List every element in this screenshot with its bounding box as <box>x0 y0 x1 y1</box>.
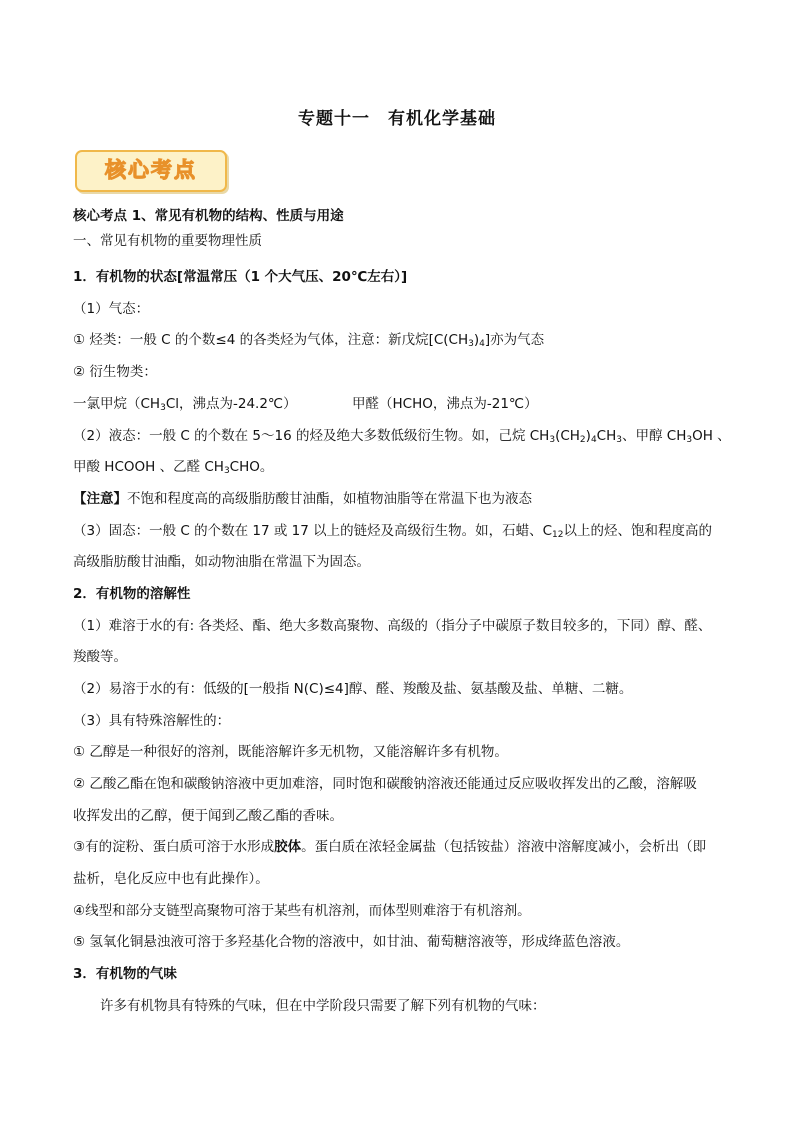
paragraph: （2）易溶于水的有：低级的[一般指 N(C)≤4]醇、醛、羧酸及盐、氨基酸及盐、单糖、二糖。 <box>73 681 633 697</box>
topic-heading-solubility: 2．有机物的溶解性 <box>73 586 191 602</box>
paragraph: ③有的淀粉、蛋白质可溶于水形成胶体。蛋白质在浓轻金属盐（包括铵盐）溶液中溶解度减小，会析出（即 <box>73 839 707 855</box>
paragraph: （2）液态：一般 C 的个数在 5～16 的烃及绝大多数低级衍生物。如，己烷 $CH_3(CH_2)_4CH_3$、甲醇 $CH_3OH$ 、 <box>73 428 731 445</box>
paragraph: 甲酸 HCOOH 、乙醛 $CH_3CHO$。 <box>73 459 274 476</box>
paragraph: 甲醛（HCHO，沸点为-21℃） <box>352 396 538 412</box>
paragraph: ④线型和部分支链型高聚物可溶于某些有机溶剂，而体型则难溶于有机溶剂。 <box>73 903 531 919</box>
core-points-badge <box>75 150 227 192</box>
paragraph: （3）固态：一般 C 的个数在 17 或 17 以上的链烃及高级衍生物。如，石蜡、$C_{12}$以上的烃、饱和程度高的 <box>73 523 712 540</box>
topic-heading-state: 1．有机物的状态[常温常压（1 个大气压、20℃左右）] <box>73 269 408 285</box>
badge-label: 核心考点 <box>105 158 197 182</box>
paragraph: 羧酸等。 <box>73 649 127 665</box>
paragraph: ② 衍生物类： <box>73 364 157 380</box>
paragraph: （3）具有特殊溶解性的： <box>73 713 231 729</box>
paragraph: ② 乙酸乙酯在饱和碳酸钠溶液中更加难溶，同时饱和碳酸钠溶液还能通过反应吸收挥发出的乙酸，溶解吸 <box>73 776 697 792</box>
paragraph: 一氯甲烷（$CH_3Cl$，沸点为-24.2℃） <box>73 396 297 413</box>
colloid-term: 胶体 <box>274 839 302 855</box>
paragraph: （1）气态： <box>73 301 150 317</box>
paragraph: ① 乙醇是一种很好的溶剂，既能溶解许多无机物，又能溶解许多有机物。 <box>73 744 508 760</box>
page-title: 专题十一 有机化学基础 <box>298 109 496 129</box>
subsection-heading: 一、常见有机物的重要物理性质 <box>73 233 262 249</box>
paragraph: 收挥发出的乙醇，便于闻到乙酸乙酯的香味。 <box>73 808 343 824</box>
paragraph: 盐析，皂化反应中也有此操作）。 <box>73 871 269 887</box>
section-heading: 核心考点 1、常见有机物的结构、性质与用途 <box>73 208 344 224</box>
paragraph: 许多有机物具有特殊的气味，但在中学阶段只需要了解下列有机物的气味： <box>100 998 546 1014</box>
paragraph: （1）难溶于水的有: 各类烃、酯、绝大多数高聚物、高级的（指分子中碳原子数目较多的，下同）醇、醛、 <box>73 618 712 634</box>
paragraph: ⑤ 氢氧化铜悬浊液可溶于多羟基化合物的溶液中，如甘油、葡萄糖溶液等，形成绛蓝色溶液。 <box>73 934 630 950</box>
topic-heading-odor: 3．有机物的气味 <box>73 966 177 982</box>
paragraph: ① 烃类：一般 C 的个数≤4 的各类烃为气体，注意：新戊烷$[C(CH_3)_4]$亦为气态 <box>73 332 545 349</box>
paragraph: 高级脂肪酸甘油酯，如动物油脂在常温下为固态。 <box>73 554 370 570</box>
note-paragraph: 【注意】不饱和程度高的高级脂肪酸甘油酯，如植物油脂等在常温下也为液态 <box>73 491 532 507</box>
note-label: 【注意】 <box>73 491 127 507</box>
